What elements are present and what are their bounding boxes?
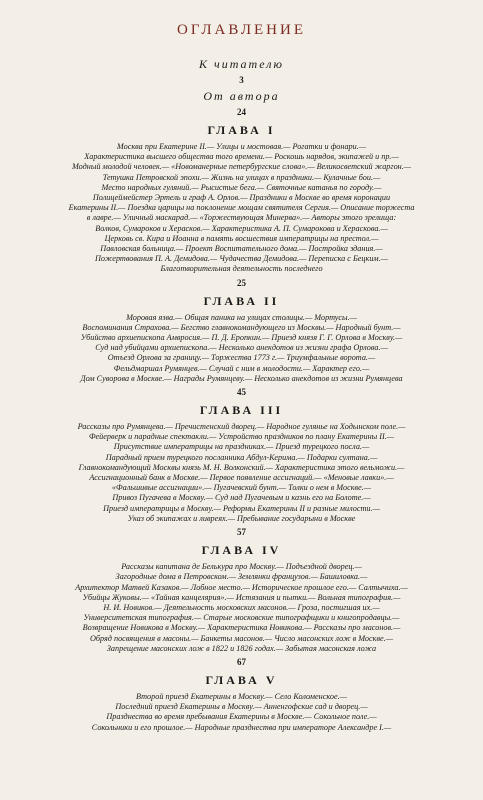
chapter-summary-line: Место народных гуляний.— Рысистые бега.— Святочные катанья по городу.—	[101, 182, 382, 192]
chapter-summary-line: Рассказы про Румянцева.— Пречистенский дворец.— Народное гулянье на Ходынском поле.—	[77, 422, 406, 432]
chapter-summary-line: Екатерины II.— Поездка царицы на поклонение мощам святителя Сергия.— Описание торжеста	[68, 203, 415, 213]
chapter-list	[18, 123, 465, 733]
chapter-summary-line: Ассигнационный банк в Москве.— Первое появление ассигнаций.— «Меновые лавки».—	[89, 473, 394, 483]
chapter-summary-line: Москва при Екатерине II.— Улицы и мостовая.— Рогатки и фонари.—	[116, 142, 367, 151]
chapter-summary	[18, 313, 465, 384]
chapter-summary-line: Дом Суворова в Москве.— Награды Румянцеву.— Несколько анекдотов из жизни Румянцева	[80, 373, 403, 383]
chapter-summary-line: Церковь св. Кира и Иоанна в память восшествия императрицы на престол.—	[104, 233, 379, 243]
chapter-summary-line: Запрещение масонских лож в 1822 и 1826 годах.— Забытая масонская ложа	[106, 643, 377, 653]
front-matter	[18, 57, 465, 117]
chapter-block	[18, 403, 465, 537]
chapter-page-number: 25	[237, 277, 246, 288]
chapter-summary	[18, 142, 465, 275]
chapter-summary-line: Н. И. Новиков.— Деятельность московских масонов.— Гроза, постигшая их.—	[103, 602, 380, 612]
chapter-title: ГЛАВА V	[205, 672, 278, 687]
chapter-summary-line: Возвращение Новикова в Москву.— Характеристика Новикова.— Рассказы про масонов.—	[82, 623, 401, 633]
chapter-page-number: 57	[237, 527, 246, 538]
chapter-summary-line: Главнокомандующий Москвы князь М. Н. Волконский.— Характеристика этого вельможи.—	[78, 462, 405, 472]
chapter-summary-line: Парадный прием турецкого посланника Абдул-Керима.— Подарки султана.—	[105, 452, 378, 462]
front-entry-title: От автора	[203, 89, 280, 103]
chapter-summary-line: Присутствие императрицы на праздниках.— Приезд турецкого посла.—	[113, 442, 370, 452]
chapter-summary-line: Сокольники и его прошлое.— Народные празднества при императоре Александре I.—	[91, 722, 392, 732]
chapter-summary	[18, 422, 465, 524]
chapter-page-number: 45	[237, 387, 246, 398]
toc-title: ОГЛАВЛЕНИЕ	[177, 22, 306, 38]
chapter-summary-line: Указ об экипажах и ливреях.— Пребывание государыни в Москве	[127, 513, 356, 523]
chapter-summary-line: в лавре.— Уличный маскарад.— «Торжествующая Минерва».— Авторы этого зрелища:	[86, 213, 397, 223]
chapter-summary-line: Убийство архиепископа Амвросия.— П. Д. Еропкин.— Приезд князя Г. Г. Орлова в Москву.—	[80, 333, 403, 343]
chapter-summary-line: Университетская типография.— Старые московские типографщики и книгопродавцы.—	[83, 613, 400, 623]
chapter-summary-line: Павловская больница.— Проект Воспитательного дома.— Постройка здания.—	[100, 244, 383, 254]
chapter-summary-line: Последний приезд Екатерины в Москву.— Анненгофские сад и дворец.—	[115, 702, 368, 712]
chapter-summary-line: Моровая язва.— Общая паника на улицах столицы.— Мортусы.—	[126, 312, 357, 322]
chapter-summary-line: Второй приезд Екатерины в Москву.— Село Коломенское.—	[136, 691, 347, 701]
chapter-title: ГЛАВА IV	[201, 543, 282, 558]
chapter-summary-line: Фейерверк и парадные спектакли.— Устройство праздников по плану Екатерины II.—	[88, 432, 395, 442]
chapter-block	[18, 543, 465, 667]
chapter-title: ГЛАВА II	[203, 293, 280, 308]
chapter-block	[18, 123, 465, 288]
front-entry-page: 24	[237, 107, 246, 117]
chapter-summary-line: Суд над убийцами архиепископа.— Несколько анекдотов из жизни графа Орлова.—	[95, 343, 388, 353]
chapter-summary-line: Характеристика высшего общества того времени.— Роскошь нарядов, экипажей и пр.—	[84, 152, 399, 162]
chapter-summary	[18, 692, 465, 733]
chapter-summary-line: Празднества во время пребывания Екатерины в Москве.— Сокольное поле.—	[106, 712, 377, 722]
chapter-summary-line: Тетушка Петровской эпохи.— Жизнь на улицах в праздники.— Кулачные бои.—	[102, 172, 381, 182]
chapter-summary	[18, 562, 465, 654]
chapter-summary-line: Приезд императрицы в Москву.— Реформы Екатерины II и разные милости.—	[103, 503, 380, 513]
chapter-summary-line: Загородные дома в Петровском.— Землянки французов.— Башиловка.—	[115, 572, 368, 582]
chapter-summary-line: «Фальшивые ассигнации».— Пугачевский бунт.— Толки о нем в Москве.—	[111, 483, 372, 493]
front-entry-title: К читателю	[199, 57, 284, 71]
chapter-summary-line: Архитектор Матвей Казаков.— Лобное место.— Историческое прошлое его.— Салтычиха.—	[75, 582, 408, 592]
chapter-title: ГЛАВА III	[199, 403, 284, 418]
chapter-summary-line: Полицеймейстер Эртель и граф А. Орлов.— Праздники в Москве во время коронации	[92, 193, 391, 203]
chapter-summary-line: Волков, Сумароков и Херасков.— Характеристика А. П. Сумарокова и Хераскова.—	[95, 223, 388, 233]
chapter-summary-line: Привоз Пугачева в Москву.— Суд над Пугачевым и казнь его на Болоте.—	[112, 493, 371, 503]
chapter-title: ГЛАВА I	[207, 123, 276, 137]
chapter-summary-line: Воспоминания Страхова.— Бегство главнокомандующего из Москвы.— Народный бунт.—	[82, 322, 401, 332]
chapter-summary-line: Пожертвования П. А. Демидова.— Чудачества Демидова.— Переписка с Бецким.—	[95, 254, 388, 264]
chapter-summary-line: Убийцы Жуковы.— «Тайная канцелярия».— Истязания и пытки.— Вольная типография.—	[82, 592, 401, 602]
front-entry-page: 3	[239, 75, 244, 85]
chapter-page-number: 67	[237, 656, 246, 667]
chapter-summary-line: Благотворительная деятельность последнего	[160, 264, 323, 274]
chapter-block	[18, 673, 465, 733]
chapter-block	[18, 294, 465, 397]
chapter-summary-line: Фельдмаршал Румянцев.— Случай с ним в молодости.— Характер его.—	[113, 363, 370, 373]
chapter-summary-line: Рассказы капитана де Белькура про Москву.— Подъездной дворец.—	[121, 562, 362, 572]
chapter-summary-line: Обряд посвящения в масоны.— Банкеты масонов.— Число масонских лож в Москве.—	[89, 633, 394, 643]
chapter-summary-line: Модный молодой человек.— «Новоманерные петербургские слова».— Великосветский жаргон.—	[71, 162, 412, 172]
chapter-summary-line: Отъезд Орлова за границу.— Торжества 1773 г.— Триумфальные ворота.—	[107, 353, 376, 363]
